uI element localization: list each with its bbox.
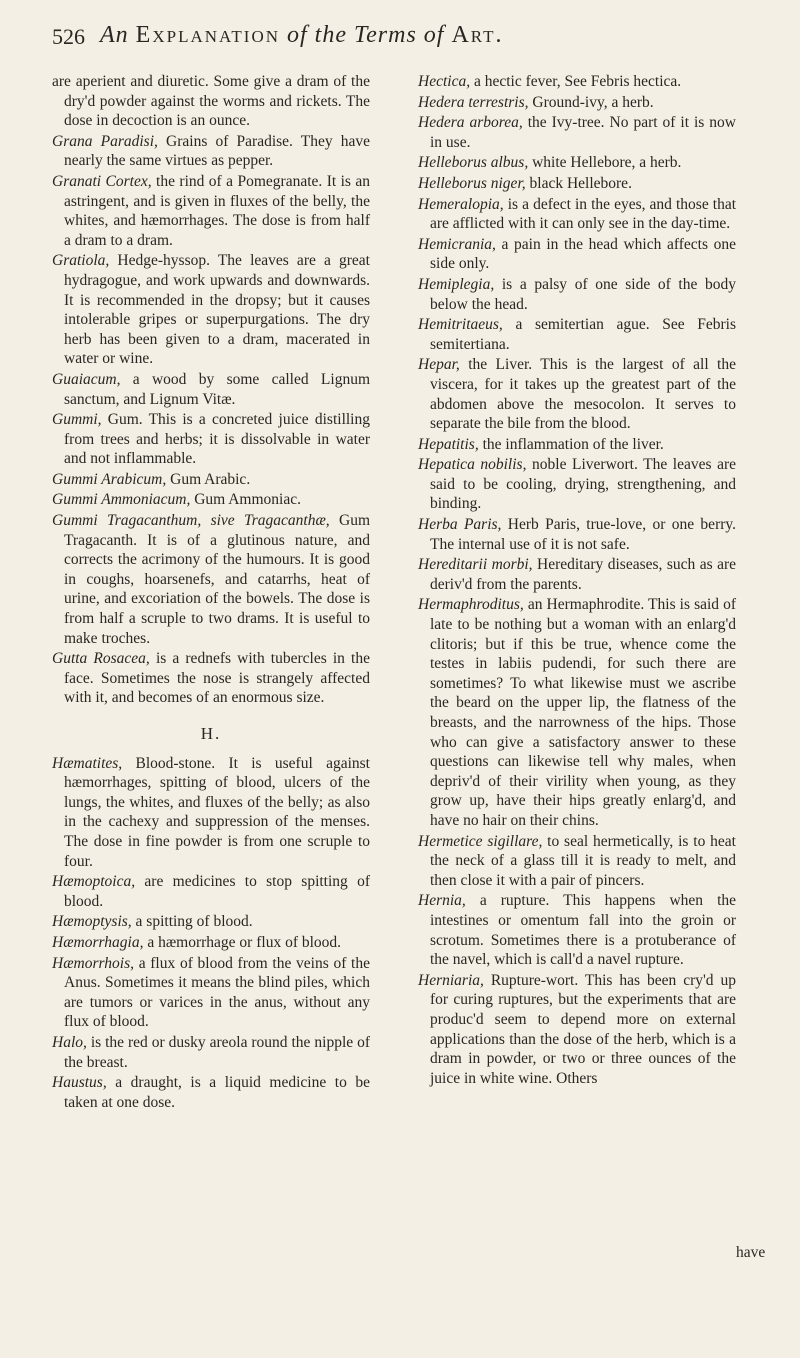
entry-definition: a draught, is a liquid medicine to be taken at one dose. <box>64 1074 371 1111</box>
glossary-entry <box>418 113 736 152</box>
right-column <box>418 72 736 1089</box>
entry-term: Gutta Rosacea, <box>52 650 150 668</box>
entry-term: Hedera terrestris, <box>418 93 529 111</box>
glossary-entry <box>418 891 736 969</box>
entry-definition: Grains of Paradise. They have nearly the same virtues as pepper. <box>64 132 371 170</box>
entry-term: Herniaria, <box>418 971 484 989</box>
entry-term: Hermaphroditus, <box>418 596 524 614</box>
entry-definition: Hereditary diseases, such as are deriv'd from the parents. <box>430 556 737 593</box>
glossary-entry <box>418 93 736 113</box>
entry-definition: a hæmorrhage or flux of blood. <box>147 933 342 951</box>
glossary-entry <box>52 954 370 1032</box>
entry-term: Hemiplegia, <box>418 275 495 293</box>
entry-term: Grana Paradisi, <box>52 132 158 150</box>
entry-definition: the Liver. This is the largest of all the viscera, for it takes up the greatest part of the abdomen above the mesocolon. It serves to separate the bile from the blood. <box>430 356 736 433</box>
entry-term: Gummi Ammoniacum, <box>52 491 191 509</box>
entry-term: Herba Paris, <box>418 516 502 534</box>
entry-definition: a semitertian ague. See Febris semitertiana. <box>430 316 736 353</box>
entry-definition: Gum Ammoniac. <box>194 491 301 509</box>
entry-term: Hereditarii morbi, <box>418 556 533 574</box>
entry-definition: are medicines to stop spitting of blood. <box>64 873 371 910</box>
entry-term: Hæmoptysis, <box>52 913 132 931</box>
entry-term: Gummi Arabicum, <box>52 470 167 488</box>
glossary-entry <box>52 933 370 953</box>
glossary-entry <box>52 172 370 250</box>
entry-term: Helleborus albus, <box>418 154 529 172</box>
glossary-entry <box>418 174 736 194</box>
glossary-entry <box>418 455 736 514</box>
entry-definition: Gum Arabic. <box>170 470 251 488</box>
entry-term: Hæmatites, <box>52 754 123 772</box>
entry-definition: a pain in the head which affects one side only. <box>430 235 736 273</box>
running-head-part-1: An <box>100 22 129 48</box>
glossary-entry <box>52 912 370 932</box>
entry-definition: is a rednefs with tubercles in the face. Sometimes the nose is strangely affected with it, and becomes of an enormous size. <box>64 650 370 707</box>
entry-definition: to seal hermetically, is to heat the neck of a glass till it is ready to melt, and then close it with a pair of pincers. <box>430 832 736 889</box>
glossary-entry <box>418 235 736 274</box>
entry-definition: Rupture-wort. This has been cry'd up for curing ruptures, but the experiments that are produc'd seem to depend more on external applications than the dose of the herb, which is a dram in powder, or two or three ounces of the juice in white wine. Others <box>430 971 736 1087</box>
entry-term: Haustus, <box>52 1074 107 1092</box>
glossary-entry <box>418 315 736 354</box>
glossary-entry <box>52 490 370 510</box>
glossary-entry <box>418 72 736 92</box>
running-head <box>100 22 504 49</box>
glossary-entry <box>418 515 736 554</box>
glossary-entry <box>418 195 736 234</box>
entry-term: Gummi, <box>52 411 102 429</box>
entry-definition: the inflammation of the liver. <box>482 435 664 453</box>
entry-term: Gratiola, <box>52 252 110 270</box>
entry-term: Hepatitis, <box>418 435 479 453</box>
entry-definition: are aperient and diuretic. Some give a dram of the dry'd powder against the worms and rickets. The dose in decoction is an ounce. <box>52 73 370 130</box>
section-letter: H. <box>200 724 222 743</box>
entry-definition: a wood by some called Lignum sanctum, and Lignum Vitæ. <box>64 370 371 408</box>
entry-term: Hemeralopia, <box>418 195 504 213</box>
glossary-entry <box>52 649 370 708</box>
glossary-entry <box>52 132 370 171</box>
glossary-entry <box>418 355 736 433</box>
entry-definition: Ground-ivy, a herb. <box>532 93 654 111</box>
entry-definition: is a defect in the eyes, and those that are afflicted with it can only see in the day-time. <box>430 195 737 233</box>
entry-term: Helleborus niger, <box>418 174 526 192</box>
entry-definition: a flux of blood from the veins of the Anus. Sometimes it means the blind piles, which are tumors or varices in the anus, without any flux of blood. <box>64 954 370 1031</box>
entry-term: Hemicrania, <box>418 235 496 253</box>
glossary-entry <box>418 275 736 314</box>
glossary-entry <box>52 511 370 648</box>
entry-term: Hæmorrhagia, <box>52 933 144 951</box>
entry-definition: a rupture. This happens when the intestines or omentum fall into the groin or scrotum. Sometimes there is a protuberance of the navel, which is call'd a navel rupture. <box>430 892 737 969</box>
entry-definition: is a palsy of one side of the body below the head. <box>430 275 736 313</box>
entry-definition: noble Liverwort. The leaves are said to be cooling, drying, strengthening, and binding. <box>430 456 736 513</box>
entry-definition: Gum Tragacanth. It is of a glutinous nature, and corrects the acrimony of the humours. It is good in coughs, hoarsenefs, and catarrhs, heat of urine, and excoriation of the bowels. The dose is from half a scruple to two drams. It is useful to make troches. <box>64 512 371 647</box>
entry-definition: Blood-stone. It is useful against hæmorrhages, spitting of blood, ulcers of the lungs, the whites, and fluxes of the belly; as also in the cachexy and suppression of the menses. The dose in fine powder is from one scruple to four. <box>64 754 370 870</box>
running-head-part-3: of the Terms of <box>287 22 445 48</box>
entry-term: Hernia, <box>418 892 466 910</box>
glossary-entry <box>418 971 736 1089</box>
glossary-entry <box>52 72 370 131</box>
entry-term: Gummi Tragacanthum, sive Tragacanthæ, <box>52 512 330 530</box>
glossary-entry <box>52 470 370 490</box>
entry-term: Halo, <box>52 1033 87 1051</box>
running-head-part-2: Explanation <box>135 22 280 48</box>
entry-term: Hemitritaeus, <box>418 316 503 334</box>
entry-term: Hectica, <box>418 73 471 90</box>
page-number: 526 <box>52 24 85 49</box>
glossary-entry <box>418 555 736 594</box>
entry-definition: a spitting of blood. <box>135 913 253 931</box>
entry-definition: is the red or dusky areola round the nipple of the breast. <box>64 1033 370 1071</box>
entry-definition: the rind of a Pomegranate. It is an astringent, and is given in fluxes of the belly, the whites, and hæmorrhages. The dose is from half a dram to a dram. <box>64 172 371 249</box>
glossary-entry <box>52 872 370 911</box>
left-entries-h <box>52 754 370 1113</box>
entry-definition: white Hellebore, a herb. <box>532 154 682 172</box>
glossary-entry <box>52 1073 370 1112</box>
entry-definition: the Ivy-tree. No part of it is now in use. <box>430 114 737 151</box>
running-header <box>52 22 752 62</box>
glossary-entry <box>418 595 736 830</box>
running-head-part-4: Art. <box>451 22 504 48</box>
glossary-entry <box>52 1033 370 1072</box>
entry-term: Guaiacum, <box>52 370 121 388</box>
left-entries-g <box>52 72 370 708</box>
entry-term: Hedera arborea, <box>418 114 523 132</box>
entry-definition: black Hellebore. <box>529 174 632 192</box>
entry-definition: an Hermaphrodite. This is said of late to be nothing but a woman with an enlarg'd clitoris; but if this be true, whence come the testes in labiis pudendi, for such there are sometimes? To what likewise must we ascribe the beard on the upper lip, the flatness of the breasts, and the narrowness of the hips. Those who can give a satisfactory answer to these questions can likewise tell why males, when depriv'd of their virility when young, as they grow up, have their hips greatly enlarg'd, and have no hair on their chins. <box>430 596 737 829</box>
entry-definition: Gum. This is a concreted juice distilling from trees and herbs; it is dissolvable in water and not inflammable. <box>64 411 370 468</box>
left-column <box>52 72 370 1113</box>
entry-term: Hepatica nobilis, <box>418 456 527 474</box>
glossary-entry <box>52 251 370 369</box>
glossary-entry <box>418 832 736 891</box>
entry-definition: a hectic fever, See Febris hectica. <box>473 73 682 90</box>
glossary-entry <box>52 754 370 872</box>
glossary-entry <box>418 153 736 173</box>
entry-term: Hæmoptoica, <box>52 873 136 891</box>
glossary-entry <box>52 370 370 409</box>
glossary-entry <box>418 435 736 455</box>
glossary-entry <box>52 410 370 469</box>
entry-term: Hermetice sigillare, <box>418 832 543 850</box>
entry-term: Hæmorrhois, <box>52 954 134 972</box>
entry-definition: Hedge-hyssop. The leaves are a great hydragogue, and work upwards and downwards. It is recommended in the dropsy; but it causes intolerable gripes or superpurgations. The dry herb has been given to a dram, macerated in water or wine. <box>64 252 370 368</box>
catchword: have <box>736 1244 766 1261</box>
right-entries <box>418 72 736 1088</box>
entry-definition: Herb Paris, true-love, or one berry. The internal use of it is not safe. <box>430 516 737 553</box>
entry-term: Granati Cortex, <box>52 172 152 190</box>
entry-term: Hepar, <box>418 356 460 374</box>
